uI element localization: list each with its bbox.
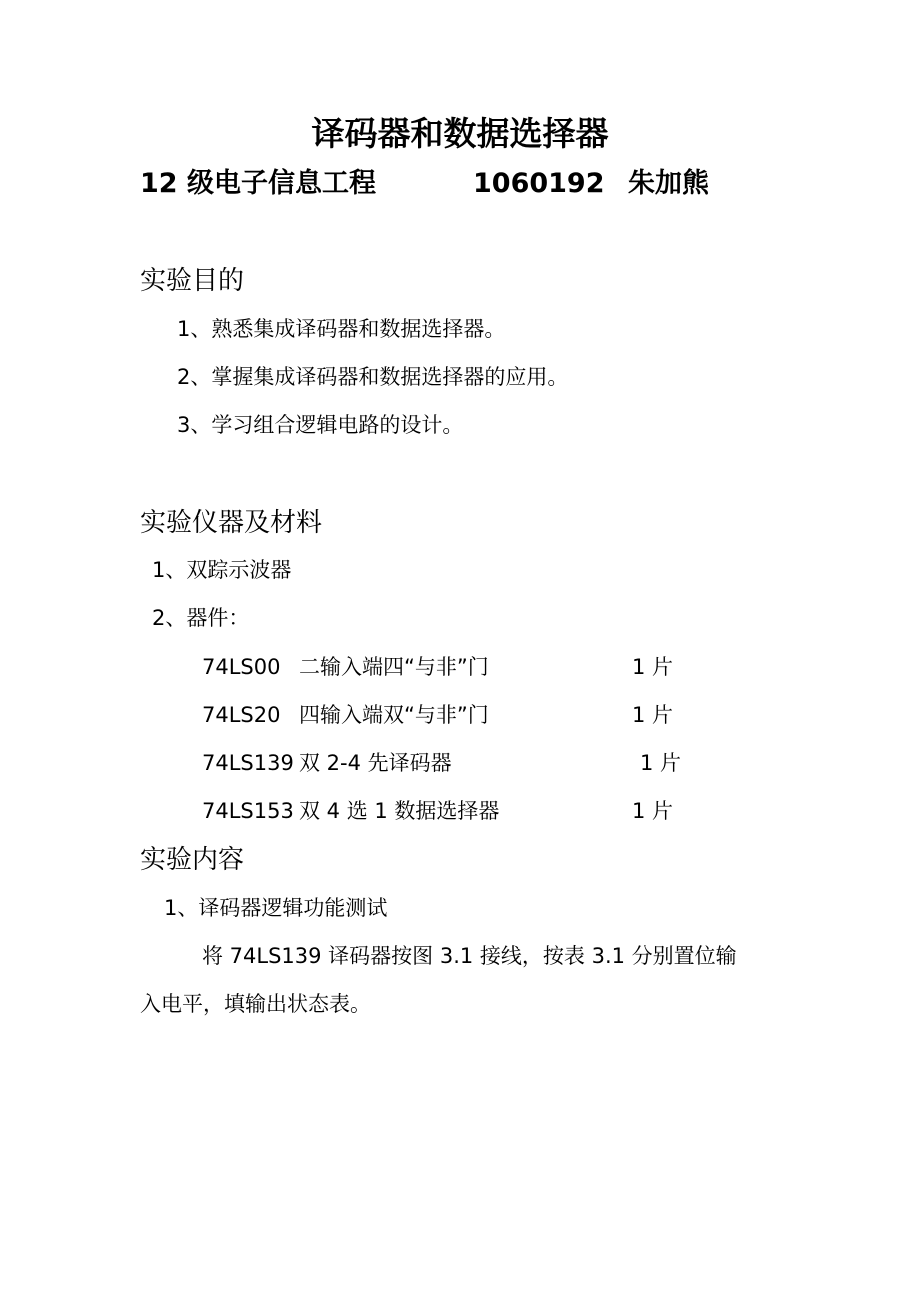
author-student-id: 1060192 xyxy=(473,168,605,199)
component-part: 74LS20 xyxy=(202,703,281,727)
document-title: 译码器和数据选择器 xyxy=(311,114,609,153)
content-item-1: 1、译码器逻辑功能测试 xyxy=(164,896,388,920)
component-desc: 四输入端双“与非”门 xyxy=(299,703,489,727)
component-desc: 二输入端四“与非”门 xyxy=(299,655,489,679)
materials-item-2: 2、器件： xyxy=(152,606,250,630)
component-part: 74LS139 xyxy=(202,751,294,775)
component-part: 74LS00 xyxy=(202,655,281,679)
component-desc: 双 4 选 1 数据选择器 xyxy=(299,799,500,823)
component-qty: 1 片 xyxy=(640,751,682,775)
component-qty: 1 片 xyxy=(632,655,674,679)
purpose-item-3: 3、学习组合逻辑电路的设计。 xyxy=(177,413,464,437)
author-program: 12 级电子信息工程 xyxy=(140,168,376,199)
content-paragraph-line-1: 将 74LS139 译码器按图 3.1 接线，按表 3.1 分别置位输 xyxy=(202,944,737,968)
component-qty: 1 片 xyxy=(632,703,674,727)
materials-item-1: 1、双踪示波器 xyxy=(152,558,292,582)
purpose-item-2: 2、掌握集成译码器和数据选择器的应用。 xyxy=(177,365,569,389)
author-name: 朱加熊 xyxy=(628,168,709,199)
section-heading-purpose: 实验目的 xyxy=(140,266,245,296)
component-part: 74LS153 xyxy=(202,799,294,823)
purpose-item-1: 1、熟悉集成译码器和数据选择器。 xyxy=(177,317,506,341)
section-heading-content: 实验内容 xyxy=(140,845,245,875)
section-heading-materials: 实验仪器及材料 xyxy=(140,508,323,538)
content-paragraph-line-2: 入电平，填输出状态表。 xyxy=(140,992,371,1016)
component-desc: 双 2-4 先译码器 xyxy=(299,751,452,775)
component-qty: 1 片 xyxy=(632,799,674,823)
